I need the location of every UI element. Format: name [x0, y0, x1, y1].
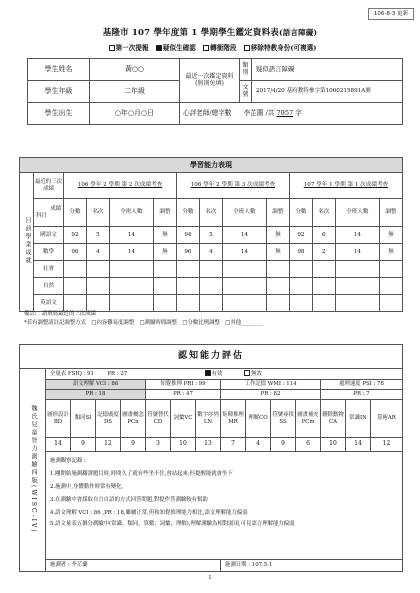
score-cell [312, 261, 335, 278]
subject-name: 英語文 [34, 295, 64, 312]
score-cell [379, 261, 402, 278]
test-date-cell: 施測日期 : 107.5.1 [221, 560, 403, 572]
col-class-size: 全班人數 [109, 199, 153, 227]
subject-row [20, 261, 403, 278]
col-rank: 名次 [86, 199, 109, 227]
score-ds: 12 [96, 438, 121, 452]
subtest-mr: 矩陣推理MR [221, 400, 246, 438]
col-rank: 名次 [312, 199, 335, 227]
score-cell [222, 261, 266, 278]
subject-name: 自然 [34, 278, 64, 295]
score-cell: 98 [289, 244, 312, 261]
observation-title: 施測觀察記錄 : [50, 458, 86, 464]
subtest-vc: 詞彙VC [171, 400, 196, 438]
score-cell [109, 261, 153, 278]
score-cell: 無 [379, 244, 402, 261]
performance-side-label: 目前學業成就 [20, 173, 34, 312]
score-mr: 7 [221, 438, 246, 452]
checkbox-transition[interactable] [203, 45, 209, 51]
subject-row [20, 278, 403, 295]
performance-header: 學習能力表現 [20, 158, 403, 173]
score-cell: 2 [312, 244, 335, 261]
score-cell: 無 [153, 227, 176, 244]
score-cell [335, 278, 379, 295]
score-cell [199, 295, 222, 312]
subject-row [20, 244, 403, 261]
checkbox-invalid[interactable] [244, 370, 250, 376]
category-label: 類別 [240, 59, 252, 81]
score-ar: 12 [371, 438, 403, 452]
score-cell [335, 295, 379, 312]
title-sub: (語言障礙) [278, 28, 318, 37]
performance-note-2 [24, 318, 263, 326]
score-cell: 14 [222, 227, 266, 244]
col-adjust: 調整 [153, 199, 176, 227]
signature-row [180, 103, 403, 125]
score-cell [64, 261, 87, 278]
index-psi-name: 處理速度 PSI : 78 [321, 380, 403, 390]
checkbox-first-report[interactable] [109, 45, 115, 51]
score-cell [176, 278, 199, 295]
validity-cell [196, 369, 403, 380]
score-cell: 96 [176, 244, 199, 261]
score-cell [379, 295, 402, 312]
page-number: 1 [208, 575, 212, 581]
score-vc: 10 [171, 438, 196, 452]
score-cell [109, 278, 153, 295]
cognitive-assessment-table [19, 344, 403, 572]
score-cell [199, 261, 222, 278]
score-cell [176, 295, 199, 312]
valid-label: 有效 [211, 371, 223, 378]
observation-line: 5.語文量表五個分測驗中(常識、類同、算數、詞彙、理解),理解測驗為相對弱項,可見語言理解能力偏弱 [50, 521, 295, 527]
observation-line: 1.剛開始施測翻譯題目時,時間久了就有些坐不住,會站起來,但提醒能就會坐下 [50, 471, 233, 477]
observation-line: 2.施測中,身體動作時常有變化。 [50, 484, 127, 490]
score-cell [222, 278, 266, 295]
subtest-si: 類同SI [71, 400, 96, 438]
recent-appraisal-label: 最近一次鑑定資料(無則免填) [180, 59, 240, 103]
subtest-ca: 刪除動物CA [321, 400, 346, 438]
score-cell [266, 278, 289, 295]
score-ss: 9 [271, 438, 296, 452]
period-1-label: 106 學年 2 學期 第 2 次成績考查 [64, 173, 177, 199]
col-score: 分數 [64, 199, 87, 227]
birth-value: ○年○月○日 [90, 103, 180, 125]
score-cell [289, 278, 312, 295]
score-cd: 3 [146, 438, 171, 452]
score-in: 14 [346, 438, 371, 452]
subtest-bd: 圖形設計BD [46, 400, 71, 438]
subject-row [20, 227, 403, 244]
col-class-size: 全班人數 [222, 199, 266, 227]
period-3-label: 107 學年 1 學期 第 1 次成績考查 [289, 173, 402, 199]
signature-value: 李芷蘭 [243, 108, 264, 117]
grade-value: 二年級 [90, 81, 180, 103]
cognitive-header: 認知能力評估 [20, 345, 403, 369]
index-pri-name: 知覺推理 PRI : 99 [146, 380, 221, 390]
tester-cell: 施測者 : 李芷蘭 [46, 560, 221, 572]
score-header-label: 成績 [50, 206, 61, 213]
check-label-transition: 轉銜階段 [210, 44, 237, 52]
fsiq-label: 全量表 FSIQ : 91 [50, 370, 94, 377]
name-value: 黃○○ [90, 59, 180, 81]
col-score: 分數 [289, 199, 312, 227]
score-ca: 10 [321, 438, 346, 452]
name-label: 學生姓名 [28, 59, 90, 81]
score-cell: 無 [266, 244, 289, 261]
score-cell [86, 278, 109, 295]
student-info-table [27, 58, 403, 125]
col-class-size: 全班人數 [335, 199, 379, 227]
score-cell [379, 278, 402, 295]
score-cell: 6 [312, 227, 335, 244]
score-co: 4 [246, 438, 271, 452]
score-cell [289, 295, 312, 312]
wisc-side-label: 魏氏兒童智力測驗四版(WISC-IV) [20, 369, 46, 572]
recent-three-label: 最近的三次成績 [34, 173, 64, 199]
checkbox-remove-status[interactable] [244, 45, 250, 51]
category-value: 疑似語言障礙 [252, 59, 403, 81]
period-2-label: 106 學年 2 學期 第 3 次成績考查 [176, 173, 289, 199]
score-cell [86, 261, 109, 278]
subject-name: 國語文 [34, 227, 64, 244]
academic-performance-table [19, 157, 403, 312]
col-adjust: 調整 [379, 199, 402, 227]
subtest-cd: 符號替代CD [146, 400, 171, 438]
subtest-ds: 記憶廣度DS [96, 400, 121, 438]
score-cell: 5 [86, 227, 109, 244]
score-cell [176, 261, 199, 278]
score-cell: 14 [109, 227, 153, 244]
fsiq-cell [46, 369, 196, 380]
score-cell [64, 278, 87, 295]
subtest-ar: 算術AR [371, 400, 403, 438]
score-pcm: 6 [296, 438, 321, 452]
score-cell [312, 295, 335, 312]
score-cell: 無 [153, 244, 176, 261]
performance-note-2-text: *若有調整請註記調整方式 □內容難易度調整 □測驗時間調整 □分數比例調整 □其他 [24, 320, 242, 326]
checkbox-suspected-confirm[interactable] [156, 45, 162, 51]
subtest-co: 理解CO [246, 400, 271, 438]
score-cell [199, 278, 222, 295]
score-cell [289, 261, 312, 278]
doc-number-label: 文號 [240, 81, 252, 103]
index-pri-pr: PR : 47 [146, 390, 221, 400]
score-cell [109, 295, 153, 312]
index-wmi-pr: PR : 82 [221, 390, 321, 400]
subject-name: 數學 [34, 244, 64, 261]
score-cell: 14 [109, 244, 153, 261]
subtest-ss: 符號尋找SS [271, 400, 296, 438]
subject-header-label: 科目 [36, 212, 47, 219]
score-cell: 96 [64, 244, 87, 261]
fsiq-pr: PR : 27 [107, 370, 128, 377]
score-cell: 14 [222, 244, 266, 261]
index-wmi-name: 工作記憶 WMI : 114 [221, 380, 321, 390]
checkbox-valid[interactable] [205, 370, 211, 376]
score-cell [266, 295, 289, 312]
score-cell: 4 [86, 244, 109, 261]
signature-label: 心評老師/總字數 [183, 108, 232, 117]
score-pcn: 9 [121, 438, 146, 452]
score-bd: 14 [46, 438, 71, 452]
score-cell: 無 [266, 227, 289, 244]
score-cell: 92 [64, 227, 87, 244]
subtest-pcn: 圖畫概念PCn [121, 400, 146, 438]
document-code-badge: 106-8-3 更新 [368, 8, 414, 20]
score-cell: 5 [199, 227, 222, 244]
score-ln: 13 [196, 438, 221, 452]
score-cell [312, 278, 335, 295]
observation-line: 4.語文理解 VCI : 86 ,PR : 18,雖屬正常,但和知覺推理能力相比,語文理解能力偏弱 [50, 510, 248, 516]
grade-label: 學生年級 [28, 81, 90, 103]
title-main: 基隆市 107 學年度第 1 學期學生鑑定資料表 [102, 28, 279, 38]
index-vci-pr: PR : 18 [46, 390, 146, 400]
score-cell [222, 295, 266, 312]
observation-line: 3.在測驗中會採取自言自語的方式回答問題,對提作答測驗較有幫助 [50, 497, 208, 503]
index-vci-name: 語文理解 VCI : 86 [46, 380, 146, 390]
check-label-suspected-confirm: 疑似生確認 [162, 44, 196, 52]
score-cell: 無 [379, 227, 402, 244]
word-count-prefix: /共 [265, 108, 275, 117]
score-cell: 4 [199, 244, 222, 261]
performance-note-1: 備註: 請填寫最近的三次成績 [24, 311, 96, 317]
subtest-ln: 數字序列LN [196, 400, 221, 438]
score-cell [153, 295, 176, 312]
subtest-in: 常識IN [346, 400, 371, 438]
score-cell: 94 [176, 227, 199, 244]
score-cell: 14 [335, 227, 379, 244]
index-psi-pr: PR : 7 [321, 390, 403, 400]
word-count-suffix: 字 [295, 108, 302, 117]
col-adjust: 調整 [266, 199, 289, 227]
score-cell [153, 261, 176, 278]
doc-number-value: 2017/4/20 基府教特參字第1060215891A號 [252, 81, 403, 103]
score-cell [153, 278, 176, 295]
page-title [0, 26, 420, 38]
check-label-remove-status: 移除特教身份(可複選) [250, 44, 317, 52]
score-cell [335, 261, 379, 278]
check-label-first-report: 第一次提報 [115, 44, 149, 52]
subtest-pcm: 圖畫補充PCm [296, 400, 321, 438]
subject-name: 社會 [34, 261, 64, 278]
status-checkbox-row [0, 42, 420, 52]
score-si: 9 [71, 438, 96, 452]
col-score: 分數 [176, 199, 199, 227]
score-subject-header [34, 199, 64, 227]
observation-record [46, 452, 403, 560]
invalid-label: 無效 [251, 371, 262, 378]
word-count-value: 7957 [276, 108, 294, 117]
performance-note-2-blank: ________ [241, 320, 263, 326]
col-rank: 名次 [199, 199, 222, 227]
score-cell: 92 [289, 227, 312, 244]
birth-label: 學生出生 [28, 103, 90, 125]
score-cell: 14 [335, 244, 379, 261]
score-cell [266, 261, 289, 278]
